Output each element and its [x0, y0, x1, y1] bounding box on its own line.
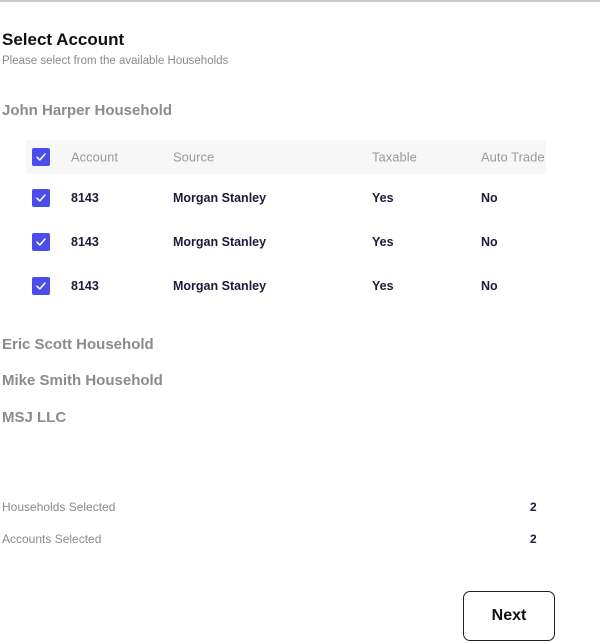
accounts-selected-count: 2 [530, 532, 537, 546]
cell-auto-trade: No [481, 235, 498, 249]
accounts-selected-label: Accounts Selected [2, 532, 102, 546]
cell-taxable: Yes [372, 191, 394, 205]
table-row [26, 176, 546, 220]
row-checkbox[interactable] [32, 233, 50, 251]
page-title: Select Account [2, 30, 125, 49]
households-selected-count: 2 [530, 500, 537, 514]
cell-account: 8143 [71, 191, 99, 205]
check-icon [35, 192, 47, 204]
checkbox-checked[interactable] [32, 277, 50, 295]
households-selected-label: Households Selected [2, 500, 116, 514]
table-row [26, 264, 546, 308]
cell-auto-trade: No [481, 279, 498, 293]
cell-taxable: Yes [372, 235, 394, 249]
household-msj-llc[interactable]: MSJ LLC [2, 409, 67, 426]
cell-source: Morgan Stanley [173, 191, 267, 205]
cell-source: Morgan Stanley [173, 235, 267, 249]
row-checkbox[interactable] [32, 277, 50, 295]
page-subtitle: Please select from the available Households [2, 55, 229, 67]
header-source: Source [173, 149, 215, 165]
table-row [26, 220, 546, 264]
header-account: Account [71, 149, 118, 165]
household-eric-scott[interactable]: Eric Scott Household [2, 336, 154, 353]
checkbox-checked[interactable] [32, 233, 50, 251]
checkbox-checked[interactable] [32, 189, 50, 207]
check-icon [35, 280, 47, 292]
cell-taxable: Yes [372, 279, 394, 293]
check-icon [35, 151, 47, 163]
cell-source: Morgan Stanley [173, 279, 267, 293]
top-divider [0, 0, 600, 2]
table-header [26, 140, 546, 174]
select-all-checkbox[interactable] [32, 148, 50, 166]
check-icon [35, 236, 47, 248]
cell-account: 8143 [71, 279, 99, 293]
cell-auto-trade: No [481, 191, 498, 205]
header-auto-trade: Auto Trade [481, 149, 545, 165]
household-mike-smith[interactable]: Mike Smith Household [2, 372, 163, 389]
checkbox-checked[interactable] [32, 148, 50, 166]
cell-account: 8143 [71, 235, 99, 249]
next-button[interactable]: Next [463, 591, 555, 641]
household-john-harper[interactable]: John Harper Household [2, 102, 173, 119]
header-taxable: Taxable [372, 149, 417, 165]
row-checkbox[interactable] [32, 189, 50, 207]
accounts-table [26, 140, 546, 308]
